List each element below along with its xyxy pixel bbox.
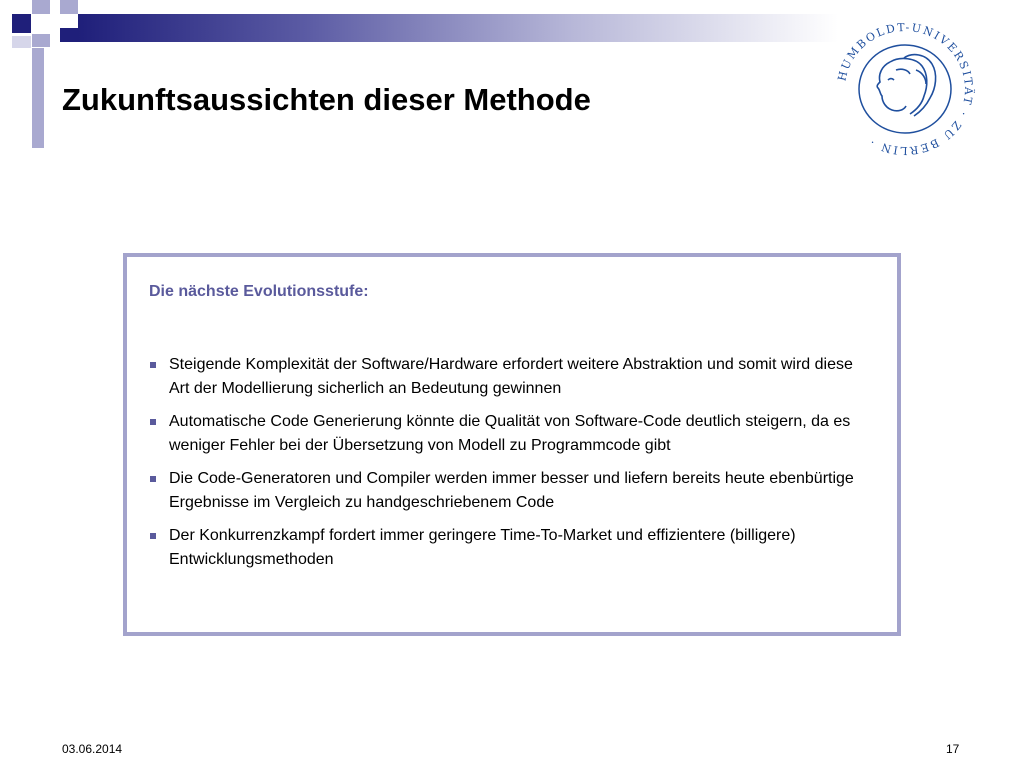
header-decor-square xyxy=(60,0,78,14)
bullet-text: Die Code-Generatoren und Compiler werden immer besser und liefern bereits heute ebenbürtige Ergebnisse im Vergleich zu handgeschriebenem Code xyxy=(169,470,854,511)
list-item xyxy=(149,467,869,515)
bullet-text: Der Konkurrenzkampf fordert immer geringere Time-To-Market und effizientere (billigere) Entwicklungsmethoden xyxy=(169,527,796,568)
seal-ring-text: HUMBOLDT-UNIVERSITÄT · ZU BERLIN · xyxy=(835,20,976,158)
bullet-square-icon xyxy=(150,476,156,482)
svg-text:HUMBOLDT-UNIVERSITÄT · ZU BERL xyxy=(835,21,976,157)
bullet-list xyxy=(149,353,869,581)
bullet-square-icon xyxy=(150,419,156,425)
bullet-text: Automatische Code Generierung könnte die Qualität von Software-Code deutlich steigern, da es weniger Fehler bei der Übersetzung von Modell zu Programmcode gibt xyxy=(169,413,851,454)
bullet-text: Steigende Komplexität der Software/Hardware erfordert weitere Abstraktion und somit wird diese Art der Modellierung sicherlich an Bedeutung gewinnen xyxy=(169,356,853,397)
list-item xyxy=(149,353,869,401)
header-decor-square xyxy=(12,36,31,48)
profiles-icon xyxy=(877,55,935,116)
header-decor-square xyxy=(12,14,31,33)
slide-title: Zukunftsaussichten dieser Methode xyxy=(62,82,591,117)
header-decor-square xyxy=(60,28,78,42)
content-box xyxy=(123,253,901,636)
list-item xyxy=(149,410,869,458)
header-decor-square xyxy=(32,34,50,47)
bullet-square-icon xyxy=(150,362,156,368)
footer-date: 03.06.2014 xyxy=(62,742,123,756)
header-decor-square xyxy=(32,0,50,14)
section-subheading: Die nächste Evolutionsstufe: xyxy=(149,283,369,300)
page-number: 17 xyxy=(946,742,960,756)
list-item xyxy=(149,524,869,572)
bullet-square-icon xyxy=(150,533,156,539)
header-gradient-bar xyxy=(78,14,838,42)
university-seal-logo xyxy=(826,14,984,164)
header-decor-bar xyxy=(32,48,44,148)
